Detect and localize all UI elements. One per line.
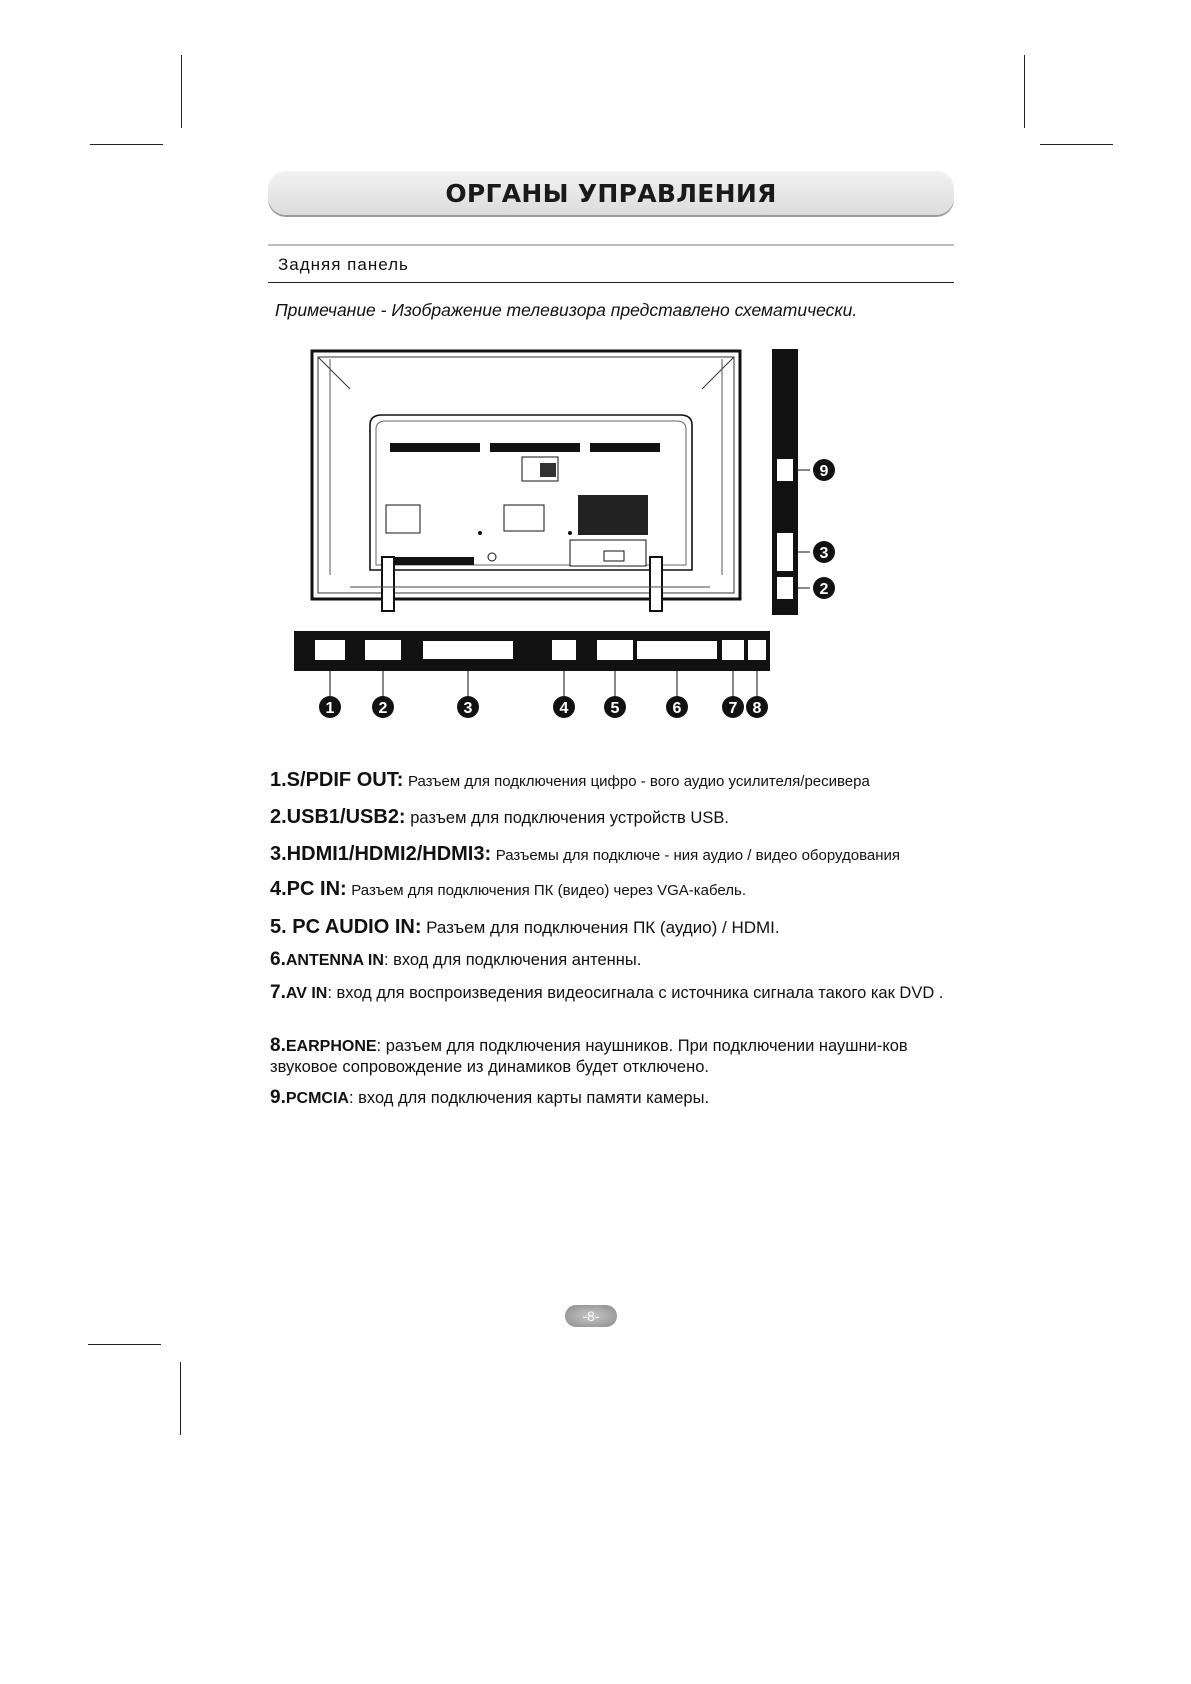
callout-label: 3 (819, 545, 829, 562)
side-panel (772, 349, 810, 615)
crop-mark (88, 1344, 161, 1345)
callout-label: 2 (378, 700, 388, 717)
item-text: Разъем для подключения ПК (аудио) / HDMI. (426, 918, 780, 937)
item-label: 3.HDMI1/HDMI2/HDMI3: (270, 843, 492, 865)
crop-mark (180, 1362, 181, 1435)
section-heading (268, 244, 954, 283)
item-number: 7. (270, 982, 286, 1003)
note-text: Примечание - Изображение телевизора представлено схематически. (275, 300, 858, 320)
item-text: Разъемы для подключе - ния аудио / видео оборудования (495, 847, 901, 864)
item-number: 9. (270, 1087, 286, 1108)
item-1 (270, 770, 870, 792)
section-title: Задняя панель (278, 255, 409, 274)
item-label: 1.S/PDIF OUT: (270, 769, 404, 791)
item-label: EARPHONE (285, 1038, 377, 1055)
callout-side-9 (813, 459, 835, 481)
item-text: Разъем для подключения цифро - вого аудио усилителя/ресивера (407, 773, 870, 790)
item-2 (270, 807, 729, 828)
item-number: 8. (270, 1035, 286, 1056)
callout-label: 3 (463, 700, 473, 717)
item-number: 6. (270, 949, 286, 970)
item-4 (270, 879, 746, 901)
callout-label: 1 (325, 700, 335, 717)
item-text: разъем для подключения устройств USB. (410, 809, 729, 827)
callout-label: 2 (819, 581, 829, 598)
callout-label: 6 (672, 700, 682, 717)
callout-2 (372, 696, 394, 718)
item-text: : разъем для подключения наушников. При подключении наушни-ков звуковое сопровождение из динамиков будет отключено. (270, 1037, 908, 1076)
item-label: 4.PC IN: (270, 878, 347, 900)
item-7 (270, 983, 950, 1004)
callout-3 (457, 696, 479, 718)
item-6 (270, 950, 641, 971)
callout-label: 8 (752, 700, 762, 717)
bottom-panel (294, 631, 770, 697)
item-label: 2.USB1/USB2: (270, 806, 406, 828)
callout-label: 7 (728, 700, 738, 717)
item-9 (270, 1088, 709, 1109)
tv-rear-view (312, 351, 740, 611)
item-label: 5. PC AUDIO IN: (270, 916, 422, 938)
callout-7 (722, 696, 744, 718)
callout-1 (319, 696, 341, 718)
page-title: ОРГАНЫ УПРАВЛЕНИЯ (445, 178, 777, 208)
title-banner (268, 171, 954, 215)
callout-8 (746, 696, 768, 718)
callout-side-2 (813, 577, 835, 599)
item-8 (270, 1036, 960, 1077)
callout-4 (553, 696, 575, 718)
crop-mark (1024, 55, 1025, 128)
callout-label: 5 (610, 700, 620, 717)
item-label: PCMCIA (285, 1090, 349, 1107)
item-text: Разъем для подключения ПК (видео) через VGA-кабель. (351, 882, 746, 899)
side-callouts (812, 455, 852, 615)
item-3 (270, 844, 900, 866)
page-number-badge (565, 1305, 617, 1327)
item-text: : вход для воспроизведения видеосигнала с источника сигнала такого как DVD . (327, 984, 944, 1002)
crop-mark (1040, 144, 1113, 145)
item-label: AV IN (285, 985, 328, 1002)
callout-6 (666, 696, 688, 718)
callout-label: 4 (559, 700, 569, 717)
callout-side-3 (813, 541, 835, 563)
tv-back-panel-diagram (290, 345, 810, 725)
crop-mark (90, 144, 163, 145)
page-number: -8- (582, 1308, 600, 1324)
callout-label: 9 (819, 463, 829, 480)
item-label: ANTENNA IN (285, 952, 384, 969)
item-5 (270, 917, 780, 938)
crop-mark (181, 55, 182, 128)
item-text: : вход для подключения антенны. (383, 951, 642, 969)
callout-5 (604, 696, 626, 718)
item-text: : вход для подключения карты памяти камеры. (348, 1089, 710, 1107)
